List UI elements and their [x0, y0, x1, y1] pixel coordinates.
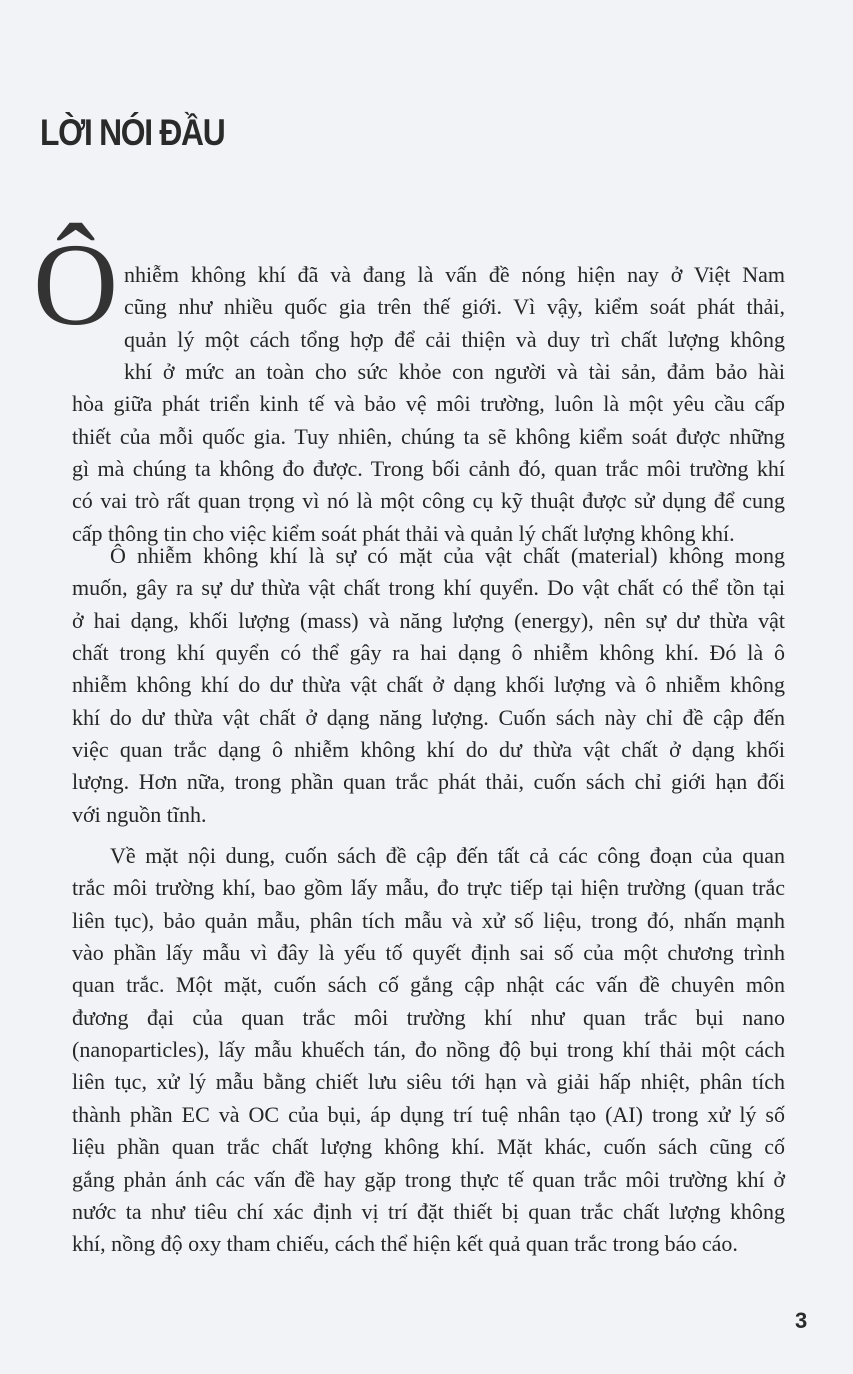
text-line: nhiễm không khí do dư thừa vật chất ở dạng khối lượng và ô nhiễm không	[72, 672, 785, 698]
text-line: lượng. Hơn nữa, trong phần quan trắc phát thải, cuốn sách chỉ giới hạn đối	[72, 769, 785, 795]
text-line: cũng như nhiều quốc gia trên thế giới. Vì vậy, kiểm soát phát thải,	[124, 294, 785, 320]
text-line: (nanoparticles), lấy mẫu khuếch tán, đo nồng độ bụi trong khí thải một cách	[72, 1037, 785, 1063]
drop-cap: Ô	[33, 219, 119, 350]
text-line: liệu phần quan trắc chất lượng không khí. Mặt khác, cuốn sách cũng cố	[72, 1134, 785, 1160]
text-line: cấp thông tin cho việc kiểm soát phát thải và quản lý chất lượng không khí.	[72, 520, 735, 546]
text-line: liên tục, xử lý mẫu bằng chiết lưu siêu tới hạn và giải hấp nhiệt, phân tích	[72, 1069, 785, 1095]
text-line: thành phần EC và OC của bụi, áp dụng trí tuệ nhân tạo (AI) trong xử lý số	[72, 1101, 785, 1127]
text-line: việc quan trắc dạng ô nhiễm không khí do dư thừa vật chất ở dạng khối	[72, 737, 785, 763]
text-line: quan trắc. Một mặt, cuốn sách cố gắng cập nhật các vấn đề chuyên môn	[72, 972, 785, 998]
page-number: 3	[795, 1308, 808, 1333]
text-line: khí do dư thừa vật chất ở dạng năng lượng. Cuốn sách này chỉ đề cập đến	[72, 704, 785, 730]
text-line: Ô nhiễm không khí là sự có mặt của vật chất (material) không mong	[110, 543, 785, 568]
text-line: trắc môi trường khí, bao gồm lấy mẫu, đo trực tiếp tại hiện trường (quan trắc	[72, 875, 785, 901]
text-line: đương đại của quan trắc môi trường khí như quan trắc bụi nano	[72, 1004, 785, 1030]
text-line: gì mà chúng ta không đo được. Trong bối cảnh đó, quan trắc môi trường khí	[72, 456, 785, 482]
text-line: hòa giữa phát triển kinh tế và bảo vệ môi trường, luôn là một yêu cầu cấp	[72, 391, 785, 417]
text-line: ở hai dạng, khối lượng (mass) và năng lượng (energy), nên sự dư thừa vật	[72, 607, 785, 633]
text-line: gắng phản ánh các vấn đề hay gặp trong thực tế quan trắc môi trường khí ở	[72, 1166, 785, 1192]
text-line: thiết của mỗi quốc gia. Tuy nhiên, chúng ta sẽ không kiểm soát được những	[72, 423, 785, 449]
text-line: vào phần lấy mẫu vì đây là yếu tố quyết định sai số của một chương trình	[72, 940, 785, 966]
text-line: khí ở mức an toàn cho sức khỏe con người và tài sản, đảm bảo hài	[124, 359, 785, 385]
text-line: chất trong khí quyển có thể gây ra hai dạng ô nhiễm không khí. Đó là ô	[72, 640, 785, 666]
text-line: Về mặt nội dung, cuốn sách đề cập đến tất cả các công đoạn của quan	[110, 843, 785, 868]
text-line: muốn, gây ra sự dư thừa vật chất trong khí quyển. Do vật chất có thể tồn tại	[72, 575, 785, 601]
text-line: với nguồn tĩnh.	[72, 801, 207, 827]
page-title: LỜI NÓI ĐẦU	[40, 112, 225, 153]
text-line: nhiễm không khí đã và đang là vấn đề nóng hiện nay ở Việt Nam	[124, 262, 785, 287]
text-line: quản lý một cách tổng hợp để cải thiện và duy trì chất lượng không	[124, 326, 785, 352]
text-line: nước ta như tiêu chí xác định vị trí đặt thiết bị quan trắc chất lượng không	[72, 1198, 785, 1224]
text-line: khí, nồng độ oxy tham chiếu, cách thể hiện kết quả quan trắc trong báo cáo.	[72, 1231, 738, 1257]
text-line: liên tục), bảo quản mẫu, phân tích mẫu và xử số liệu, trong đó, nhấn mạnh	[72, 907, 785, 933]
text-line: có vai trò rất quan trọng vì nó là một công cụ kỹ thuật được sử dụng để cung	[72, 488, 785, 514]
